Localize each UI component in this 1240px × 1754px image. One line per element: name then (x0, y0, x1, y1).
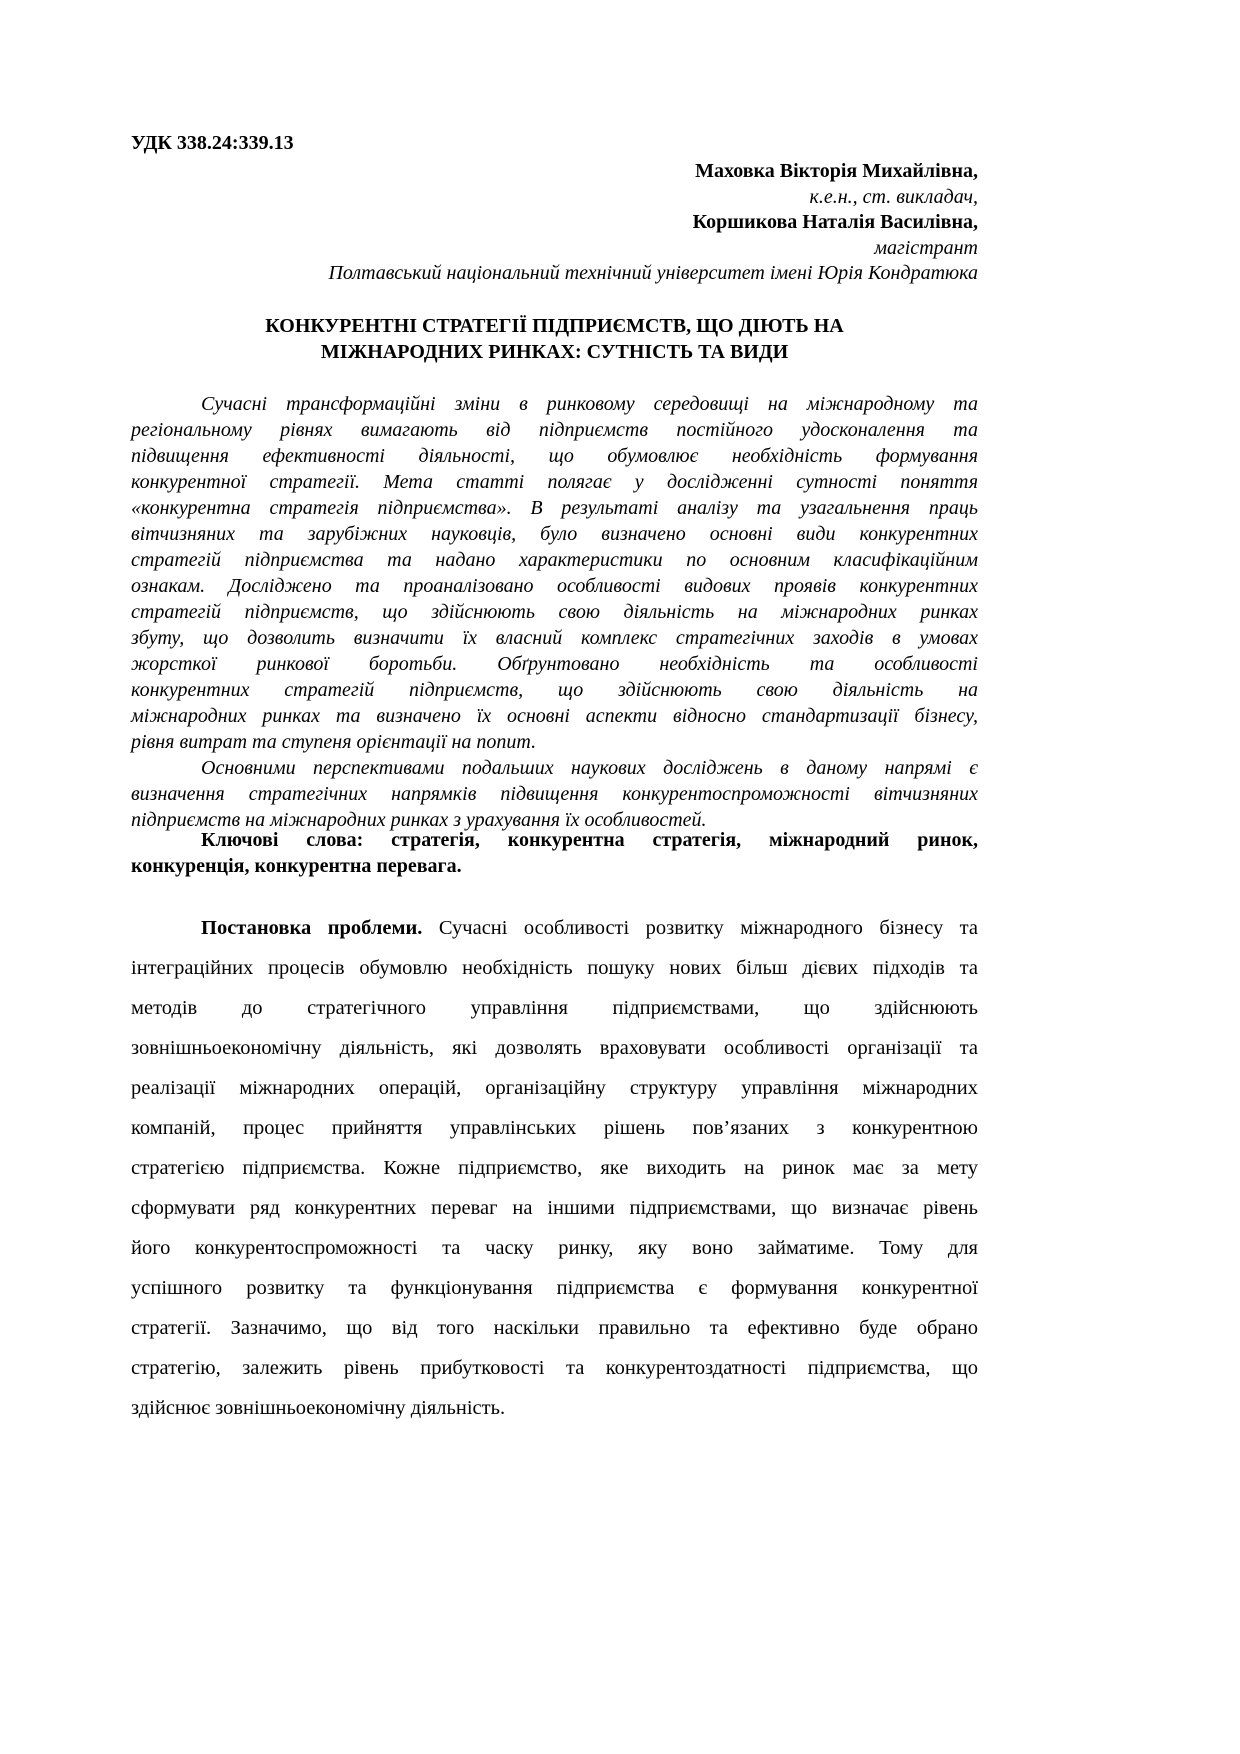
text-line: збуту, що дозволить визначити їх власний комплекс стратегічних заходів в умовах (131, 627, 978, 649)
section-heading: Постановка проблеми. (201, 917, 423, 939)
article-title (131, 313, 978, 365)
text-line: вітчизняних та зарубіжних науковців, було визначено основні види конкурентних (131, 523, 978, 545)
text-line: здійснює зовнішньоекономічну діяльність. (131, 1397, 506, 1419)
text-line: реалізації міжнародних операцій, організаційну структуру управління міжнародних (131, 1077, 978, 1099)
text-line: рівня витрат та ступеня орієнтації на попит. (131, 731, 537, 753)
text-line: успішного розвитку та функціонування підприємства є формування конкурентної (131, 1277, 978, 1299)
text-line: стратегію, залежить рівень прибутковості та конкурентоздатності підприємства, що (131, 1357, 978, 1379)
text-line: Сучасні трансформаційні зміни в ринковому середовищі на міжнародному та (201, 393, 978, 415)
authors-block (131, 159, 978, 287)
body-line (131, 908, 978, 948)
text-line: регіональному рівнях вимагають від підприємств постійного удосконалення та (131, 419, 978, 441)
text-line: конкурентних стратегій підприємств, що здійснюють свою діяльність на (131, 679, 978, 701)
text-line: міжнародних ринках та визначено їх основні аспекти відносно стандартизації бізнесу, (131, 705, 978, 727)
author-name: Коршикова Наталія Василівна, (692, 211, 978, 233)
author-position: к.е.н., ст. викладач, (809, 185, 978, 208)
text-line: стратегій підприємства та надано характеристики по основним класифікаційним (131, 549, 978, 571)
text-line: методів до стратегічного управління підприємствами, що здійснюють (131, 997, 978, 1019)
text-line: конкурентної стратегії. Мета статті полягає у дослідженні сутності поняття (131, 471, 978, 493)
keywords (131, 827, 978, 879)
text-line: стратегій підприємств, що здійснюють свою діяльність на міжнародних ринках (131, 601, 978, 623)
body-text (131, 908, 978, 1428)
author-position: магістрант (874, 236, 978, 259)
keywords-line: Ключові слова: стратегія, конкурентна стратегія, міжнародний ринок, (201, 829, 978, 851)
text-line: визначення стратегічних напрямків підвищення конкурентоспроможності вітчизняних (131, 783, 978, 805)
author-name: Маховка Вікторія Михайлівна, (695, 160, 978, 182)
title-line: МІЖНАРОДНИХ РИНКАХ: СУТНІСТЬ ТА ВИДИ (320, 341, 789, 363)
text-line: Основними перспективами подальших наукових досліджень в даному напрямі є (201, 757, 978, 779)
title-line: КОНКУРЕНТНІ СТРАТЕГІЇ ПІДПРИЄМСТВ, ЩО ДІЮТЬ НА (265, 315, 844, 337)
text-line: сформувати ряд конкурентних переваг на іншими підприємствами, що визначає рівень (131, 1197, 978, 1219)
keywords-line: конкуренція, конкурентна перевага. (131, 855, 462, 877)
text-line: стратегії. Зазначимо, що від того наскільки правильно та ефективно буде обрано (131, 1317, 978, 1339)
text-line: ознакам. Досліджено та проаналізовано особливості видових проявів конкурентних (131, 575, 978, 597)
text-line: інтеграційних процесів обумовлю необхідність пошуку нових більш дієвих підходів та (131, 957, 978, 979)
text-line: стратегією підприємства. Кожне підприємство, яке виходить на ринок має за мету (131, 1157, 978, 1179)
abstract (131, 391, 978, 833)
text-line: жорсткої ринкової боротьби. Обґрунтовано необхідність та особливості (131, 653, 978, 675)
affiliation: Полтавський національний технічний університет імені Юрія Кондратюка (328, 262, 978, 284)
text-line: підвищення ефективності діяльності, що обумовлює необхідність формування (131, 445, 978, 467)
text-line: компаній, процес прийняття управлінських рішень пов’язаних з конкурентною (131, 1117, 978, 1139)
text-line: його конкурентоспроможності та часку ринку, яку воно займатиме. Тому для (131, 1237, 978, 1259)
body-line-text: Сучасні особливості розвитку міжнародного бізнесу та (422, 917, 978, 939)
text-line: зовнішньоекономічну діяльність, які дозволять враховувати особливості організації та (131, 1037, 978, 1059)
udk-code: УДК 338.24:339.13 (131, 132, 294, 154)
text-line: підприємств на міжнародних ринках з урахування їх особливостей. (131, 809, 707, 831)
text-line: «конкурентна стратегія підприємства». В результаті аналізу та узагальнення праць (131, 497, 978, 519)
